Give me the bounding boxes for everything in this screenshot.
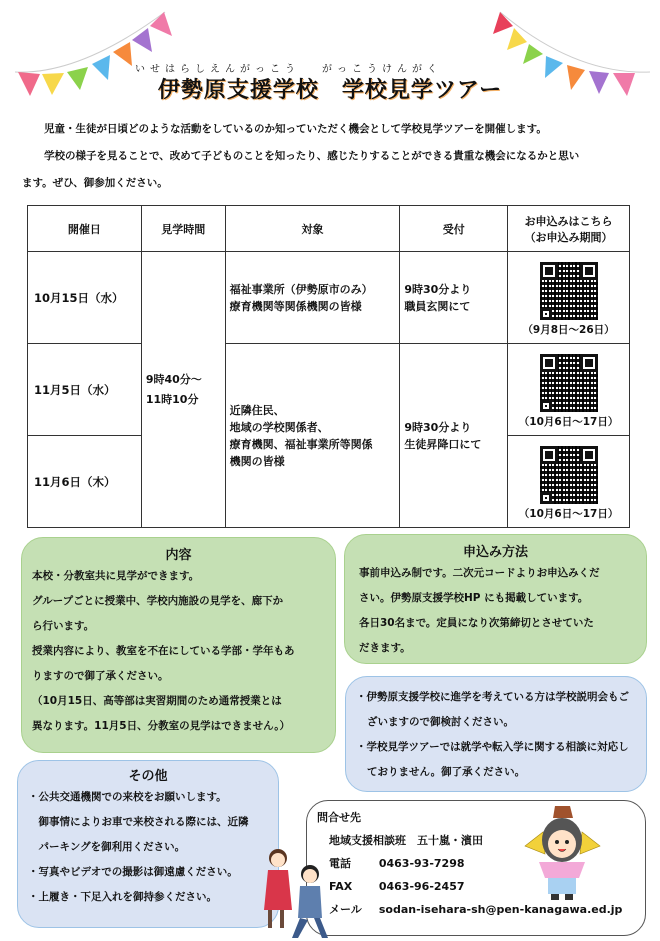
email-label: メール <box>329 903 362 916</box>
walking-people-illustration <box>258 840 330 940</box>
page-title: 伊勢原支援学校 学校見学ツアー <box>157 78 503 103</box>
mascot-illustration <box>515 804 610 904</box>
reception-place: 職員玄関にて <box>404 299 471 313</box>
apply-line: 各日30名まで。定員になり次第締切とさせていた <box>359 617 594 629</box>
title-furigana <box>105 60 555 73</box>
date-cell: 10月15日（水） <box>28 252 142 344</box>
title-block <box>105 60 555 104</box>
other-box-title: その他 <box>128 769 168 784</box>
title-furigana-1: いせはらしえんがっこう <box>135 64 300 75</box>
reception-cell <box>400 252 508 344</box>
schedule-table <box>27 205 630 528</box>
apply-cell <box>508 252 630 344</box>
apply-line: 事前申込み制です。二次元コードよりお申込みくだ <box>359 567 600 579</box>
header-reception: 受付 <box>400 206 508 252</box>
phone-label: 電話 <box>329 857 351 870</box>
apply-period: （10月6日～17日） <box>518 508 619 520</box>
note-item: ・学校見学ツアーでは就学や転入学に関する相談に対応しておりません。御了承ください。 <box>356 741 629 778</box>
qr-code-icon[interactable] <box>540 262 598 320</box>
contact-department: 地域支援相談班 五十嵐・濱田 <box>329 834 483 847</box>
reception-time: 9時30分より <box>404 282 472 296</box>
apply-period: （10月6日～17日） <box>518 416 619 428</box>
content-line: 授業内容により、教室を不在にしている学部・学年もあ <box>32 645 295 657</box>
other-line: パーキングを御利用ください。 <box>28 841 186 853</box>
application-method-box <box>344 534 647 664</box>
table-row <box>28 344 630 436</box>
header-apply <box>508 206 630 252</box>
fax-number: 0463-96-2457 <box>378 880 465 893</box>
date-cell: 11月5日（水） <box>28 344 142 436</box>
apply-line: さい。伊勢原支援学校HP にも掲載しています。 <box>359 592 589 604</box>
reception-cell <box>400 344 508 528</box>
header-target: 対象 <box>225 206 400 252</box>
header-time: 見学時間 <box>141 206 225 252</box>
table-row <box>28 252 630 344</box>
apply-box-title: 申込み方法 <box>462 545 528 560</box>
content-box-title: 内容 <box>165 548 192 563</box>
target-cell <box>225 252 400 344</box>
other-line: ・上履き・下足入れを御持参ください。 <box>28 891 217 903</box>
content-line: 本校・分教室共に見学ができます。 <box>32 570 200 582</box>
title-furigana-2: がっこうけんがく <box>322 64 442 75</box>
reception-place: 生徒昇降口にて <box>404 437 482 451</box>
target-line: 機関の皆様 <box>229 454 285 468</box>
other-line: ・写真やビデオでの撮影は御遠慮ください。 <box>28 866 238 878</box>
content-line: （10月15日、高等部は実習期間のため通常授業とは <box>32 695 282 707</box>
contact-title: 問合せ先 <box>317 811 361 824</box>
target-line: 療育機関、福祉事業所等関係 <box>229 437 373 451</box>
date-cell: 11月6日（木） <box>28 436 142 528</box>
apply-line: だきます。 <box>359 642 411 654</box>
target-line: 近隣住民、 <box>229 403 285 417</box>
intro-paragraph <box>22 116 632 197</box>
target-line: 地域の学校関係者、 <box>229 420 329 434</box>
header-apply-line1: お申込みはこちら <box>524 214 613 228</box>
content-info-box <box>21 537 336 753</box>
content-line: りますので御了承ください。 <box>32 670 169 682</box>
content-line: ら行います。 <box>32 620 95 632</box>
apply-cell <box>508 344 630 436</box>
time-start: 9時40分～ <box>145 372 202 386</box>
apply-period: （9月8日～26日） <box>522 324 615 336</box>
time-end: 11時10分 <box>145 392 199 406</box>
intro-line-2: 学校の様子を見ることで、改めて子どものことを知ったり、感じたりすることができる貴重な機会になるかと思い <box>44 150 580 162</box>
other-line: ・公共交通機関での来校をお願いします。 <box>28 791 227 803</box>
content-line: 異なります。11月5日、分教室の見学はできません。） <box>32 720 290 732</box>
note-item: ・伊勢原支援学校に進学を考えている方は学校説明会もございますので御検討ください。 <box>356 691 629 728</box>
header-apply-line2: （お申込み期間） <box>524 230 613 244</box>
email-address[interactable]: sodan-isehara-sh@pen-kanagawa.ed.jp <box>378 903 623 916</box>
other-info-box <box>17 760 279 928</box>
fax-label: FAX <box>329 880 353 893</box>
target-cell <box>225 344 400 528</box>
qr-code-icon[interactable] <box>540 446 598 504</box>
target-line: 福祉事業所（伊勢原市のみ） <box>229 282 373 296</box>
reception-time: 9時30分より <box>404 420 472 434</box>
apply-cell <box>508 436 630 528</box>
phone-number[interactable]: 0463-93-7298 <box>378 857 465 870</box>
intro-line-1: 児童・生徒が日頃どのような活動をしているのか知っていただく機会として学校見学ツアーを開催します。 <box>44 123 547 135</box>
table-header-row <box>28 206 630 252</box>
intro-line-3: ます。ぜひ、御参加ください。 <box>22 177 168 189</box>
target-line: 療育機関等関係機関の皆様 <box>229 299 362 313</box>
header-date: 開催日 <box>28 206 142 252</box>
qr-code-icon[interactable] <box>540 354 598 412</box>
content-line: グループごとに授業中、学校内施設の見学を、廊下か <box>32 595 284 607</box>
other-line: 御事情によりお車で来校される際には、近隣 <box>28 816 249 828</box>
notes-box <box>345 676 647 792</box>
time-cell <box>141 252 225 528</box>
